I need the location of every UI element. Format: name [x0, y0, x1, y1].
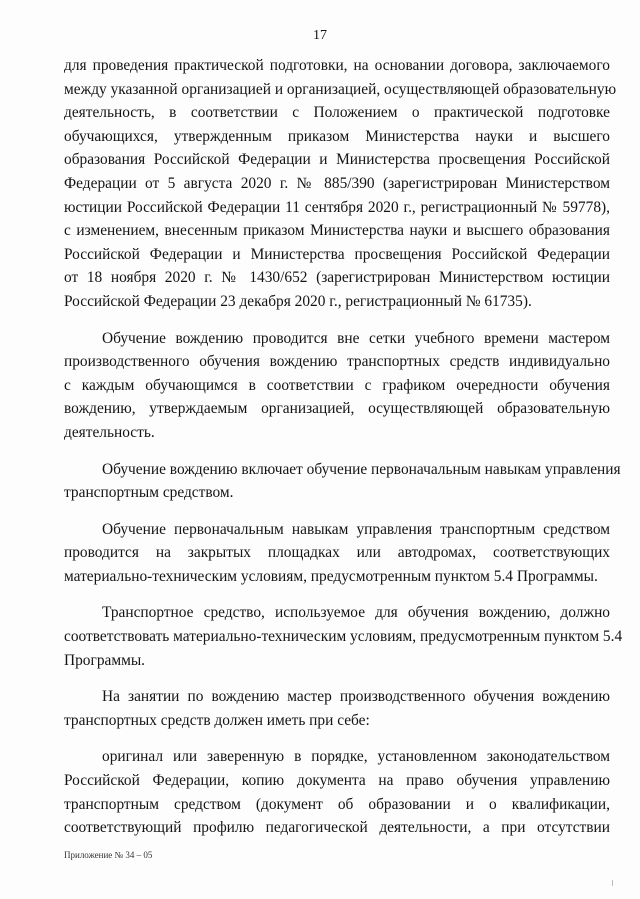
- text-line: транспортным средством (документ об образовании и о квалификации,: [64, 795, 610, 813]
- text-line: Программы.: [64, 651, 146, 669]
- text-line: соответствовать материально-техническим условиям, предусмотренным пунктом 5.4: [64, 628, 623, 646]
- paragraph-1: [64, 54, 617, 314]
- text-line: проводится на закрытых площадках или автодромах, соответствующих: [64, 544, 610, 562]
- paragraph-4: [64, 518, 610, 589]
- text-line: Транспортное средство, используемое для обучения вождению, должно: [102, 604, 610, 622]
- text-line: транспортным средством.: [64, 484, 234, 502]
- text-line: соответствующий профилю педагогической деятельности, а при отсутствии: [64, 819, 610, 837]
- text-line: между указанной организацией и организацией, осуществляющей образовательную: [64, 80, 617, 98]
- text-line: образования Российской Федерации и Министерства просвещения Российской: [64, 151, 610, 169]
- text-line: На занятии по вождению мастер производственного обучения вождению: [102, 688, 610, 706]
- text-line: вождению, утверждаемым организацией, осуществляющей образовательную: [64, 400, 610, 418]
- text-line: Российской Федерации 23 декабря 2020 г., регистрационный № 61735).: [64, 292, 532, 310]
- text-line: с изменением, внесенным приказом Министерства науки и высшего образования: [64, 222, 610, 240]
- text-line: производственного обучения вождению транспортных средств индивидуально: [64, 353, 610, 371]
- text-line: Российской Федерации, копию документа на право обучения управлению: [64, 772, 610, 790]
- text-line: юстиции Российской Федерации 11 сентября 2020 г., регистрационный № 59778),: [64, 198, 610, 216]
- text-line: с каждым обучающимся в соответствии с графиком очередности обучения: [64, 376, 610, 394]
- text-line: оригинал или заверенную в порядке, установленном законодательством: [102, 748, 610, 766]
- paragraph-2: [64, 327, 610, 445]
- text-line: обучающихся, утвержденным приказом Министерства науки и высшего: [64, 127, 610, 145]
- footer-note: Приложение № 34 – 05: [64, 850, 153, 860]
- body-text: [64, 54, 623, 840]
- text-line: Российской Федерации и Министерства просвещения Российской Федерации: [64, 245, 610, 263]
- scan-artifact: [612, 880, 613, 886]
- paragraph-3: [64, 458, 621, 505]
- text-line: для проведения практической подготовки, на основании договора, заключаемого: [64, 57, 610, 74]
- text-line: от 18 ноября 2020 г. № 1430/652 (зарегистрирован Министерством юстиции: [64, 269, 610, 287]
- text-line: Обучение вождению включает обучение первоначальным навыкам управления: [102, 460, 621, 478]
- text-line: деятельность, в соответствии с Положением о практической подготовке: [64, 104, 610, 122]
- paragraph-6: [64, 685, 610, 732]
- text-line: Федерации от 5 августа 2020 г. № 885/390 (зарегистрирован Министерством: [64, 174, 610, 192]
- text-line: Обучение первоначальным навыкам управления транспортным средством: [102, 520, 610, 538]
- page-number: 17: [313, 28, 327, 43]
- paragraph-5: [64, 601, 623, 672]
- text-line: материально-техническим условиям, предусмотренным пунктом 5.4 Программы.: [64, 567, 598, 585]
- text-line: транспортных средств должен иметь при себе:: [64, 711, 370, 729]
- paragraph-7: [64, 745, 610, 839]
- text-line: Обучение вождению проводится вне сетки учебного времени мастером: [102, 329, 610, 347]
- text-line: деятельность.: [64, 423, 155, 441]
